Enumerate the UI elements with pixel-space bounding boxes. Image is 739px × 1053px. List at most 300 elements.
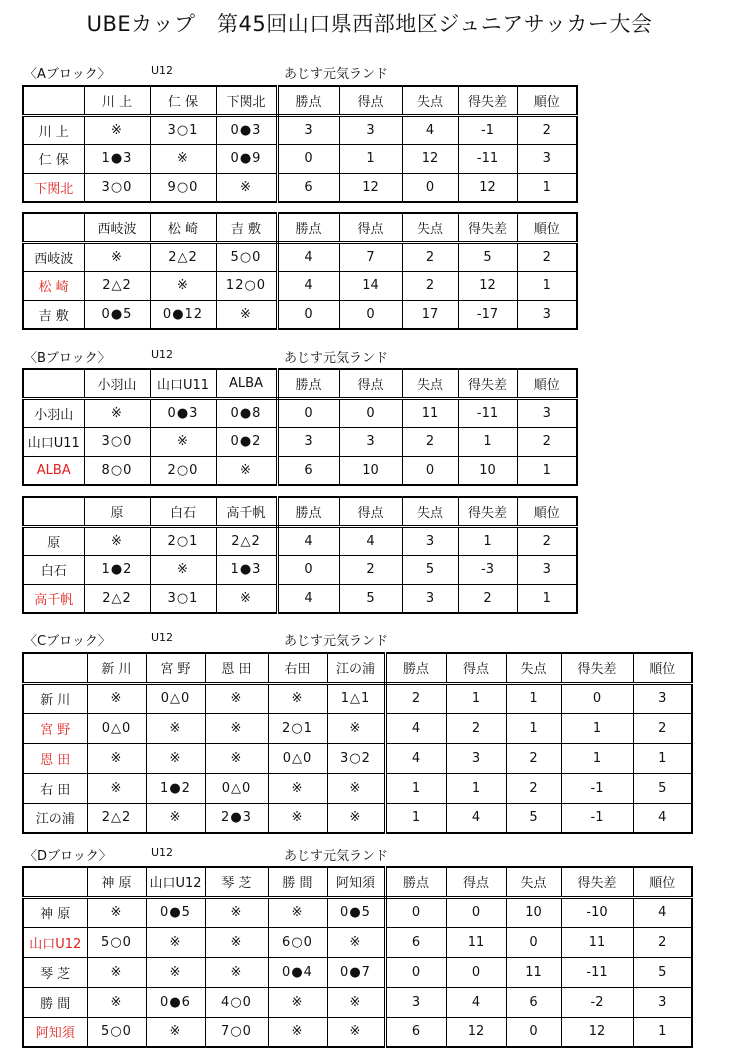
block-category: U12 [151,631,174,644]
match-result: 0●4 [268,957,327,987]
match-result: ※ [268,897,327,927]
match-result: ※ [216,456,277,485]
stat-value: 0 [446,957,506,987]
stat-value: 3 [517,555,577,584]
team-row [23,773,692,803]
team-name: 高千帆 [23,584,84,613]
match-result: 3○1 [150,115,216,144]
stat-value: 12 [458,173,517,202]
match-result: ※ [87,683,146,713]
match-result: 0●6 [146,987,205,1017]
stat-value: 1 [385,803,446,833]
stat-value: 1 [517,271,577,300]
stat-value: 6 [385,1017,446,1047]
stat-value: 11 [506,957,561,987]
standings-table [22,212,578,330]
team-name: 新 川 [23,683,87,713]
stat-value: 0 [506,927,561,957]
stat-value: 4 [385,713,446,743]
stat-value: 0 [385,897,446,927]
stat-value: 4 [446,803,506,833]
stat-value: -11 [458,144,517,173]
stat-value: 0 [506,1017,561,1047]
opponent-header: 山口U11 [150,369,216,398]
stat-header: 順位 [517,213,577,242]
stat-value: 3 [402,526,458,555]
opponent-header: 松 崎 [150,213,216,242]
stat-value: 2 [506,773,561,803]
team-name: 阿知須 [23,1017,87,1047]
match-result: ※ [327,773,385,803]
stat-value: 3 [277,427,339,456]
opponent-header: 恩 田 [205,653,268,683]
stat-header: 順位 [517,86,577,115]
team-row [23,144,577,173]
stat-value: -1 [458,115,517,144]
stat-value: 3 [633,683,692,713]
team-name: 宮 野 [23,713,87,743]
stat-header: 得失差 [458,497,517,526]
stat-value: 1 [561,743,633,773]
stat-value: 0 [277,555,339,584]
match-result: 12○0 [216,271,277,300]
block-category: U12 [151,846,174,859]
stat-header: 失点 [402,213,458,242]
standings-table [22,866,693,1048]
block-category: U12 [151,348,174,361]
stat-value: 2 [517,427,577,456]
team-row [23,803,692,833]
stat-value: 1 [446,683,506,713]
header-row [23,497,577,526]
stat-value: 17 [402,300,458,329]
match-result: ※ [150,555,216,584]
match-result: 2△2 [216,526,277,555]
stat-value: 0 [402,456,458,485]
match-result: 1△1 [327,683,385,713]
stat-value: 2 [517,526,577,555]
match-result: 2△2 [87,803,146,833]
team-name: 右 田 [23,773,87,803]
corner-cell [23,653,87,683]
match-result: 0●9 [216,144,277,173]
opponent-header: 小羽山 [84,369,150,398]
stat-header: 得点 [339,213,402,242]
stat-value: -10 [561,897,633,927]
stat-value: 6 [277,173,339,202]
match-result: ※ [87,743,146,773]
header-row [23,86,577,115]
stat-header: 失点 [402,497,458,526]
team-row [23,713,692,743]
match-result: ※ [216,584,277,613]
stat-value: -11 [458,398,517,427]
stat-value: 5 [402,555,458,584]
match-result: 2○1 [268,713,327,743]
stat-value: 4 [385,743,446,773]
match-result: 7○0 [205,1017,268,1047]
stat-header: 得点 [339,497,402,526]
match-result: ※ [327,803,385,833]
match-result: ※ [205,957,268,987]
standings-table [22,496,578,614]
stat-value: 2 [517,115,577,144]
team-name: 川 上 [23,115,84,144]
block-name: 〈Cブロック〉 [24,634,111,649]
stat-value: 2 [446,713,506,743]
stat-value: 3 [517,144,577,173]
corner-cell [23,497,84,526]
stat-value: 4 [339,526,402,555]
block-venue: あじす元気ランド [284,351,389,366]
team-name: ALBA [23,456,84,485]
match-result: 4○0 [205,987,268,1017]
stat-value: -3 [458,555,517,584]
stat-value: 2 [633,713,692,743]
stat-value: 4 [446,987,506,1017]
stat-value: 4 [402,115,458,144]
match-result: ※ [268,683,327,713]
match-result: 2△2 [84,271,150,300]
header-row [23,369,577,398]
stat-value: 2 [517,242,577,271]
match-result: ※ [205,897,268,927]
match-result: 5○0 [87,927,146,957]
match-result: 0●3 [216,115,277,144]
stat-value: 4 [277,526,339,555]
match-result: 0●3 [150,398,216,427]
stat-value: 10 [339,456,402,485]
stat-header: 得点 [446,867,506,897]
stat-value: 0 [561,683,633,713]
stat-value: -1 [561,773,633,803]
header-row [23,867,692,897]
opponent-header: 琴 芝 [205,867,268,897]
match-result: ※ [327,987,385,1017]
stat-value: 1 [561,713,633,743]
match-result: ※ [146,927,205,957]
stat-value: 11 [446,927,506,957]
stat-value: 12 [561,1017,633,1047]
stat-value: 1 [506,683,561,713]
stat-value: -17 [458,300,517,329]
stat-value: 12 [339,173,402,202]
match-result: ※ [87,773,146,803]
stat-value: 1 [517,584,577,613]
stat-value: 1 [506,713,561,743]
team-name: 神 原 [23,897,87,927]
stat-header: 得失差 [561,653,633,683]
match-result: ※ [87,987,146,1017]
match-result: 2○1 [150,526,216,555]
match-result: 3○0 [84,173,150,202]
stat-header: 順位 [633,653,692,683]
stat-value: 0 [446,897,506,927]
standings-table [22,368,578,486]
match-result: 1●2 [146,773,205,803]
match-result: ※ [216,300,277,329]
block-category: U12 [151,64,174,77]
stat-value: 2 [339,555,402,584]
stat-value: 3 [517,398,577,427]
match-result: ※ [216,173,277,202]
stat-value: 2 [402,427,458,456]
match-result: 0●2 [216,427,277,456]
stat-header: 失点 [402,369,458,398]
match-result: ※ [146,803,205,833]
team-row [23,584,577,613]
stat-header: 勝点 [277,213,339,242]
stat-header: 勝点 [385,653,446,683]
team-row [23,115,577,144]
match-result: ※ [205,743,268,773]
match-result: ※ [268,803,327,833]
stat-value: 1 [458,526,517,555]
opponent-header: 宮 野 [146,653,205,683]
match-result: ※ [146,957,205,987]
team-name: 江の浦 [23,803,87,833]
stat-value: 3 [339,427,402,456]
stat-header: 順位 [633,867,692,897]
team-row [23,897,692,927]
opponent-header: 吉 敷 [216,213,277,242]
stat-value: 2 [385,683,446,713]
match-result: ※ [205,927,268,957]
match-result: 2○0 [150,456,216,485]
standings-table [22,85,578,203]
stat-value: 1 [517,173,577,202]
match-result: ※ [268,1017,327,1047]
stat-value: 12 [446,1017,506,1047]
stat-value: 4 [633,803,692,833]
team-name: 下関北 [23,173,84,202]
match-result: ※ [150,427,216,456]
team-name: 小羽山 [23,398,84,427]
opponent-header: ALBA [216,369,277,398]
team-row [23,173,577,202]
block-name: 〈Dブロック〉 [24,849,112,864]
opponent-header: 西岐波 [84,213,150,242]
match-result: ※ [146,713,205,743]
stat-value: 3 [517,300,577,329]
block-venue: あじす元気ランド [284,849,389,864]
opponent-header: 山口U12 [146,867,205,897]
team-row [23,242,577,271]
match-result: 3○2 [327,743,385,773]
match-result: 0●8 [216,398,277,427]
match-result: 0△0 [146,683,205,713]
stat-value: 3 [446,743,506,773]
stat-value: 1 [385,773,446,803]
team-row [23,398,577,427]
match-result: ※ [268,773,327,803]
team-row [23,271,577,300]
match-result: 3○0 [84,427,150,456]
stat-header: 得失差 [458,86,517,115]
stat-value: 11 [561,927,633,957]
match-result: 0△0 [268,743,327,773]
match-result: 9○0 [150,173,216,202]
opponent-header: 勝 間 [268,867,327,897]
stat-header: 失点 [506,867,561,897]
stat-value: 0 [339,300,402,329]
opponent-header: 下関北 [216,86,277,115]
corner-cell [23,369,84,398]
stat-value: 10 [458,456,517,485]
stat-value: -1 [561,803,633,833]
stat-value: 0 [402,173,458,202]
match-result: ※ [327,927,385,957]
stat-header: 得点 [339,369,402,398]
match-result: 8○0 [84,456,150,485]
team-name: 吉 敷 [23,300,84,329]
match-result: 0●5 [146,897,205,927]
corner-cell [23,867,87,897]
stat-value: 1 [446,773,506,803]
stat-value: 4 [277,242,339,271]
stat-value: -2 [561,987,633,1017]
opponent-header: 白石 [150,497,216,526]
match-result: ※ [84,526,150,555]
team-row [23,427,577,456]
corner-cell [23,86,84,115]
team-name: 山口U11 [23,427,84,456]
stat-value: 7 [339,242,402,271]
team-row [23,927,692,957]
stat-header: 順位 [517,369,577,398]
stat-value: 2 [633,927,692,957]
match-result: 3○1 [150,584,216,613]
match-result: 5○0 [87,1017,146,1047]
stat-value: 3 [402,584,458,613]
stat-value: 5 [506,803,561,833]
match-result: 1●2 [84,555,150,584]
stat-header: 得失差 [458,213,517,242]
stat-value: 0 [277,300,339,329]
match-result: ※ [84,398,150,427]
match-result: ※ [150,144,216,173]
block-name: 〈Aブロック〉 [24,67,111,82]
opponent-header: 新 川 [87,653,146,683]
stat-value: 1 [458,427,517,456]
team-row [23,683,692,713]
stat-header: 得点 [339,86,402,115]
opponent-header: 神 原 [87,867,146,897]
opponent-header: 川 上 [84,86,150,115]
match-result: ※ [327,1017,385,1047]
stat-header: 失点 [402,86,458,115]
team-name: 白石 [23,555,84,584]
stat-value: 2 [402,242,458,271]
stat-value: 4 [633,897,692,927]
opponent-header: 阿知須 [327,867,385,897]
opponent-header: 高千帆 [216,497,277,526]
opponent-header: 右田 [268,653,327,683]
stat-header: 得失差 [561,867,633,897]
block-name: 〈Bブロック〉 [24,351,111,366]
stat-value: 0 [339,398,402,427]
match-result: ※ [327,713,385,743]
stat-value: 10 [506,897,561,927]
standings-table [22,652,693,834]
match-result: ※ [87,897,146,927]
stat-value: 2 [402,271,458,300]
match-result: ※ [146,1017,205,1047]
match-result: ※ [205,683,268,713]
stat-value: 3 [339,115,402,144]
stat-value: 6 [277,456,339,485]
match-result: ※ [205,713,268,743]
stat-header: 勝点 [277,369,339,398]
match-result: 2●3 [205,803,268,833]
stat-value: 6 [506,987,561,1017]
stat-value: 0 [277,144,339,173]
stat-value: 12 [458,271,517,300]
match-result: 0△0 [205,773,268,803]
match-result: ※ [150,271,216,300]
stat-header: 勝点 [385,867,446,897]
team-row [23,526,577,555]
match-result: ※ [87,957,146,987]
team-row [23,456,577,485]
stat-value: 0 [277,398,339,427]
team-row [23,1017,692,1047]
team-name: 原 [23,526,84,555]
stat-value: 5 [633,773,692,803]
team-row [23,987,692,1017]
match-result: ※ [84,242,150,271]
stat-header: 得点 [446,653,506,683]
stat-header: 勝点 [277,86,339,115]
team-name: 勝 間 [23,987,87,1017]
stat-header: 勝点 [277,497,339,526]
team-name: 山口U12 [23,927,87,957]
match-result: 1●3 [216,555,277,584]
team-name: 松 崎 [23,271,84,300]
stat-value: 5 [633,957,692,987]
stat-value: 6 [385,927,446,957]
opponent-header: 江の浦 [327,653,385,683]
stat-value: 3 [277,115,339,144]
team-name: 琴 芝 [23,957,87,987]
team-name: 仁 保 [23,144,84,173]
stat-value: -11 [561,957,633,987]
match-result: 5○0 [216,242,277,271]
match-result: 0●7 [327,957,385,987]
stat-value: 1 [633,1017,692,1047]
match-result: 1●3 [84,144,150,173]
header-row [23,213,577,242]
stat-value: 1 [339,144,402,173]
stat-value: 1 [517,456,577,485]
stat-value: 2 [506,743,561,773]
block-venue: あじす元気ランド [284,67,389,82]
match-result: 0●5 [327,897,385,927]
stat-value: 1 [633,743,692,773]
header-row [23,653,692,683]
match-result: ※ [268,987,327,1017]
team-row [23,300,577,329]
stat-value: 5 [339,584,402,613]
stat-header: 順位 [517,497,577,526]
page-title: UBEカップ 第45回山口県西部地区ジュニアサッカー大会 [86,12,653,36]
stat-value: 0 [385,957,446,987]
corner-cell [23,213,84,242]
stat-value: 12 [402,144,458,173]
stat-value: 5 [458,242,517,271]
match-result: 2△2 [84,584,150,613]
team-row [23,957,692,987]
